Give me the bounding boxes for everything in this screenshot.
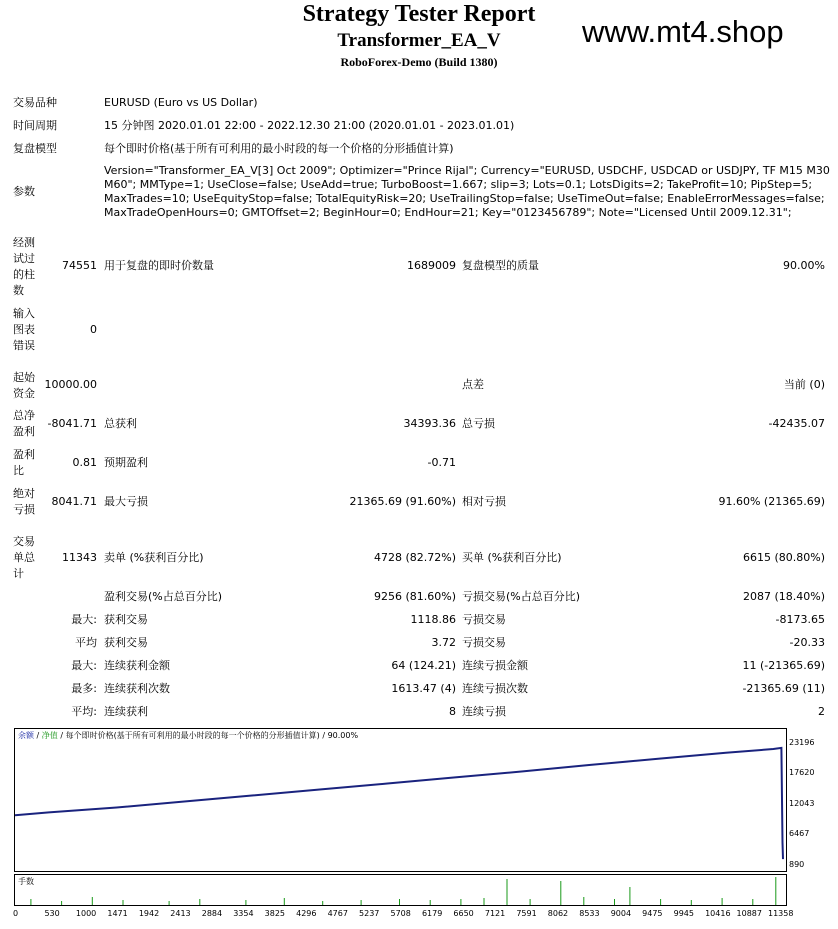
period-label: 时间周期 <box>13 119 57 132</box>
volume-bar <box>284 898 285 905</box>
gross-loss-value: -42435.07 <box>768 417 825 430</box>
period-value: 15 分钟图 2020.01.01 22:00 - 2022.12.30 21:00 (2020.01.01 - 2023.01.01) <box>104 119 515 132</box>
loss-trades-label: 亏损交易(%占总百分比) <box>462 590 581 603</box>
largest-label: 最大: <box>71 613 97 626</box>
x-tick-label: 7591 <box>516 909 537 918</box>
ticks-label: 用于复盘的即时价数量 <box>104 259 214 272</box>
long-value: 6615 (80.80%) <box>742 551 825 564</box>
x-tick-label: 7121 <box>484 909 506 918</box>
volume-bar <box>322 901 323 905</box>
volume-bar <box>722 898 723 905</box>
short-value: 4728 (82.72%) <box>373 551 456 564</box>
volume-bar <box>484 898 485 905</box>
volume-bar <box>583 897 584 905</box>
y-tick-label: 6467 <box>789 829 810 839</box>
volume-bar <box>614 899 615 905</box>
y-tick-label: 17620 <box>789 768 815 778</box>
most-label: 最多: <box>71 682 97 695</box>
volume-bar <box>92 897 93 905</box>
profit-trades-value: 9256 (81.60%) <box>373 590 456 603</box>
x-tick-label: 3825 <box>264 909 286 918</box>
avg-cons-loss-value: 2 <box>818 705 825 718</box>
y-tick-label: 23196 <box>789 738 815 747</box>
max-cons-win-value: 64 (124.21) <box>391 659 456 672</box>
x-tick-label: 0 <box>13 909 19 918</box>
avg-cons-win-label: 连续获利 <box>104 705 148 718</box>
y-tick-label: 12043 <box>789 799 815 808</box>
x-tick-label: 6650 <box>453 909 474 918</box>
volume-bar <box>361 900 362 905</box>
avg2-label: 平均: <box>71 705 97 718</box>
max-cons-loss-label: 连续亏损金额 <box>462 659 528 672</box>
max-label: 最大: <box>71 659 97 672</box>
trades-value: 11343 <box>62 551 97 564</box>
largest-profit-value: 1118.86 <box>410 613 456 626</box>
x-tick-label: 9004 <box>610 909 632 918</box>
volume-bar <box>30 899 31 905</box>
quality-value: 90.00% <box>783 259 825 272</box>
volume-bar <box>245 900 246 905</box>
volume-chart <box>14 874 787 906</box>
long-label: 买单 (%获利百分比) <box>462 551 562 564</box>
bars-value: 74551 <box>62 259 97 272</box>
volume-bar <box>752 899 753 905</box>
short-label: 卖单 (%获利百分比) <box>104 551 204 564</box>
volume-bar <box>460 899 461 905</box>
x-tick-label: 1471 <box>107 909 128 918</box>
x-tick-label: 9945 <box>673 909 694 918</box>
x-tick-label: 2884 <box>201 909 223 918</box>
net-value: -8041.71 <box>47 417 97 430</box>
avg-cons-win-value: 8 <box>449 705 456 718</box>
avg-cons-loss-label: 连续亏损 <box>462 705 506 718</box>
params-value: Version="Transformer_EA_V[3] Oct 2009"; Optimizer="Prince Rijal"; Currency="EURUSD, USDCHF, USDCAD or USDJPY, TF M15 M30 M60"; MMType=1; UseClose=false; UseAdd=true; TurboBoost=1.667; slip=3; Lots=0.1; LotsDigits=2; TakeProfit=10; PipStep=5; MaxTrades=10; UseEquityStop=false; TotalEquityRisk=20; UseTrailingStop=false; UseTimeOut=false; EnableErrorMessages=false; MaxTradeOpenHours=0; GMTOffset=2; BeginHour=0; EndHour=21; Key="0123456789"; Note="Licensed Until 2009.12.31"; <box>104 164 830 219</box>
pf-label: 盈利比 <box>13 448 35 477</box>
legend-rest: / 每个即时价格(基于所有可利用的最小时段的每一个价格的分形插值计算) / 90.00% <box>60 731 359 740</box>
x-tick-label: 9475 <box>642 909 663 918</box>
most-cons-profit-value: 1613.47 (4) <box>391 682 456 695</box>
legend-balance: 余额 <box>18 731 34 740</box>
volume-bar <box>199 899 200 905</box>
volume-bar <box>775 877 776 905</box>
volume-bar <box>660 899 661 905</box>
payoff-value: -0.71 <box>427 456 456 469</box>
gross-profit-label: 总获利 <box>104 417 137 430</box>
largest-loss-label: 亏损交易 <box>462 613 506 626</box>
volume-bar <box>61 901 62 905</box>
model-value: 每个即时价格(基于所有可利用的最小时段的每一个价格的分形插值计算) <box>104 142 454 155</box>
payoff-label: 预期盈利 <box>104 456 148 469</box>
rel-dd-label: 相对亏损 <box>462 495 506 508</box>
volume-bar <box>430 900 431 905</box>
volume-label: 手数 <box>18 877 34 886</box>
report-title: Strategy Tester Report <box>302 1 536 27</box>
x-tick-label: 3354 <box>233 909 254 918</box>
avg-label: 平均 <box>75 636 97 649</box>
avg-loss-label: 亏损交易 <box>462 636 506 649</box>
x-tick-label: 4767 <box>327 909 348 918</box>
server-name: RoboForex-Demo (Build 1380) <box>340 55 498 69</box>
model-label: 复盘模型 <box>13 142 57 155</box>
abs-dd-value: 8041.71 <box>51 495 97 508</box>
x-tick-label: 11358 <box>768 909 794 918</box>
largest-profit-label: 获利交易 <box>104 613 148 626</box>
symbol-label: 交易品种 <box>13 96 57 109</box>
errors-label: 输入图表错误 <box>13 307 35 352</box>
max-dd-value: 21365.69 (91.60%) <box>349 495 456 508</box>
max-cons-loss-value: 11 (-21365.69) <box>742 659 825 672</box>
x-tick-label: 530 <box>44 909 60 918</box>
watermark: www.mt4.shop <box>582 14 784 49</box>
legend-equity: 净值 <box>41 731 58 740</box>
most-cons-loss-value: -21365.69 (11) <box>742 682 825 695</box>
balance-line <box>15 748 783 859</box>
spread-value: 当前 (0) <box>783 378 825 391</box>
trades-label: 交易单总计 <box>13 535 35 580</box>
rel-dd-value: 91.60% (21365.69) <box>718 495 825 508</box>
most-cons-profit-label: 连续获利次数 <box>104 682 170 695</box>
avg-profit-value: 3.72 <box>431 636 456 649</box>
avg-loss-value: -20.33 <box>789 636 825 649</box>
y-tick-label: 890 <box>789 860 805 869</box>
max-cons-win-label: 连续获利金额 <box>104 659 170 672</box>
bars-label: 经测试过的柱数 <box>13 236 35 297</box>
profit-trades-label: 盈利交易(%占总百分比) <box>104 590 223 603</box>
chart-legend: 余额 / 净值 / 每个即时价格(基于所有可利用的最小时段的每一个价格的分形插值计算) / 90.00% <box>18 731 359 740</box>
x-tick-label: 1000 <box>75 909 97 918</box>
x-tick-label: 6179 <box>421 909 443 918</box>
gross-profit-value: 34393.36 <box>403 417 456 430</box>
x-tick-label: 5708 <box>390 909 411 918</box>
max-dd-label: 最大亏损 <box>104 495 148 508</box>
x-tick-label: 10416 <box>705 909 731 918</box>
abs-dd-label: 绝对亏损 <box>13 487 35 516</box>
volume-bar <box>691 900 692 905</box>
params-label: 参数 <box>13 185 35 198</box>
balance-chart <box>14 728 787 872</box>
volume-bar <box>169 901 170 905</box>
volume-bar <box>399 899 400 905</box>
x-tick-label: 2413 <box>170 909 191 918</box>
spread-label: 点差 <box>462 378 484 391</box>
volume-bar <box>530 899 531 905</box>
volume-bar <box>507 879 508 905</box>
x-tick-label: 1942 <box>138 909 160 918</box>
gross-loss-label: 总亏损 <box>462 417 495 430</box>
x-tick-label: 8062 <box>547 909 569 918</box>
errors-value: 0 <box>90 323 97 336</box>
ticks-value: 1689009 <box>407 259 456 272</box>
largest-loss-value: -8173.65 <box>775 613 825 626</box>
x-tick-label: 8533 <box>579 909 600 918</box>
balance-chart-svg <box>15 729 786 871</box>
deposit-label: 起始资金 <box>13 371 35 400</box>
avg-profit-label: 获利交易 <box>104 636 148 649</box>
deposit-value: 10000.00 <box>44 378 97 391</box>
quality-label: 复盘模型的质量 <box>462 259 539 272</box>
x-tick-label: 5237 <box>359 909 380 918</box>
volume-bar <box>560 881 561 905</box>
symbol-value: EURUSD (Euro vs US Dollar) <box>104 96 258 109</box>
most-cons-loss-label: 连续亏损次数 <box>462 682 528 695</box>
volume-bar <box>123 900 124 905</box>
x-tick-label: 4296 <box>296 909 317 918</box>
x-tick-label: 10887 <box>736 909 762 918</box>
ea-name: Transformer_EA_V <box>337 30 501 51</box>
pf-value: 0.81 <box>72 456 97 469</box>
volume-chart-svg <box>15 875 786 905</box>
net-label: 总净盈利 <box>13 409 35 438</box>
volume-bar <box>629 887 630 905</box>
loss-trades-value: 2087 (18.40%) <box>742 590 825 603</box>
